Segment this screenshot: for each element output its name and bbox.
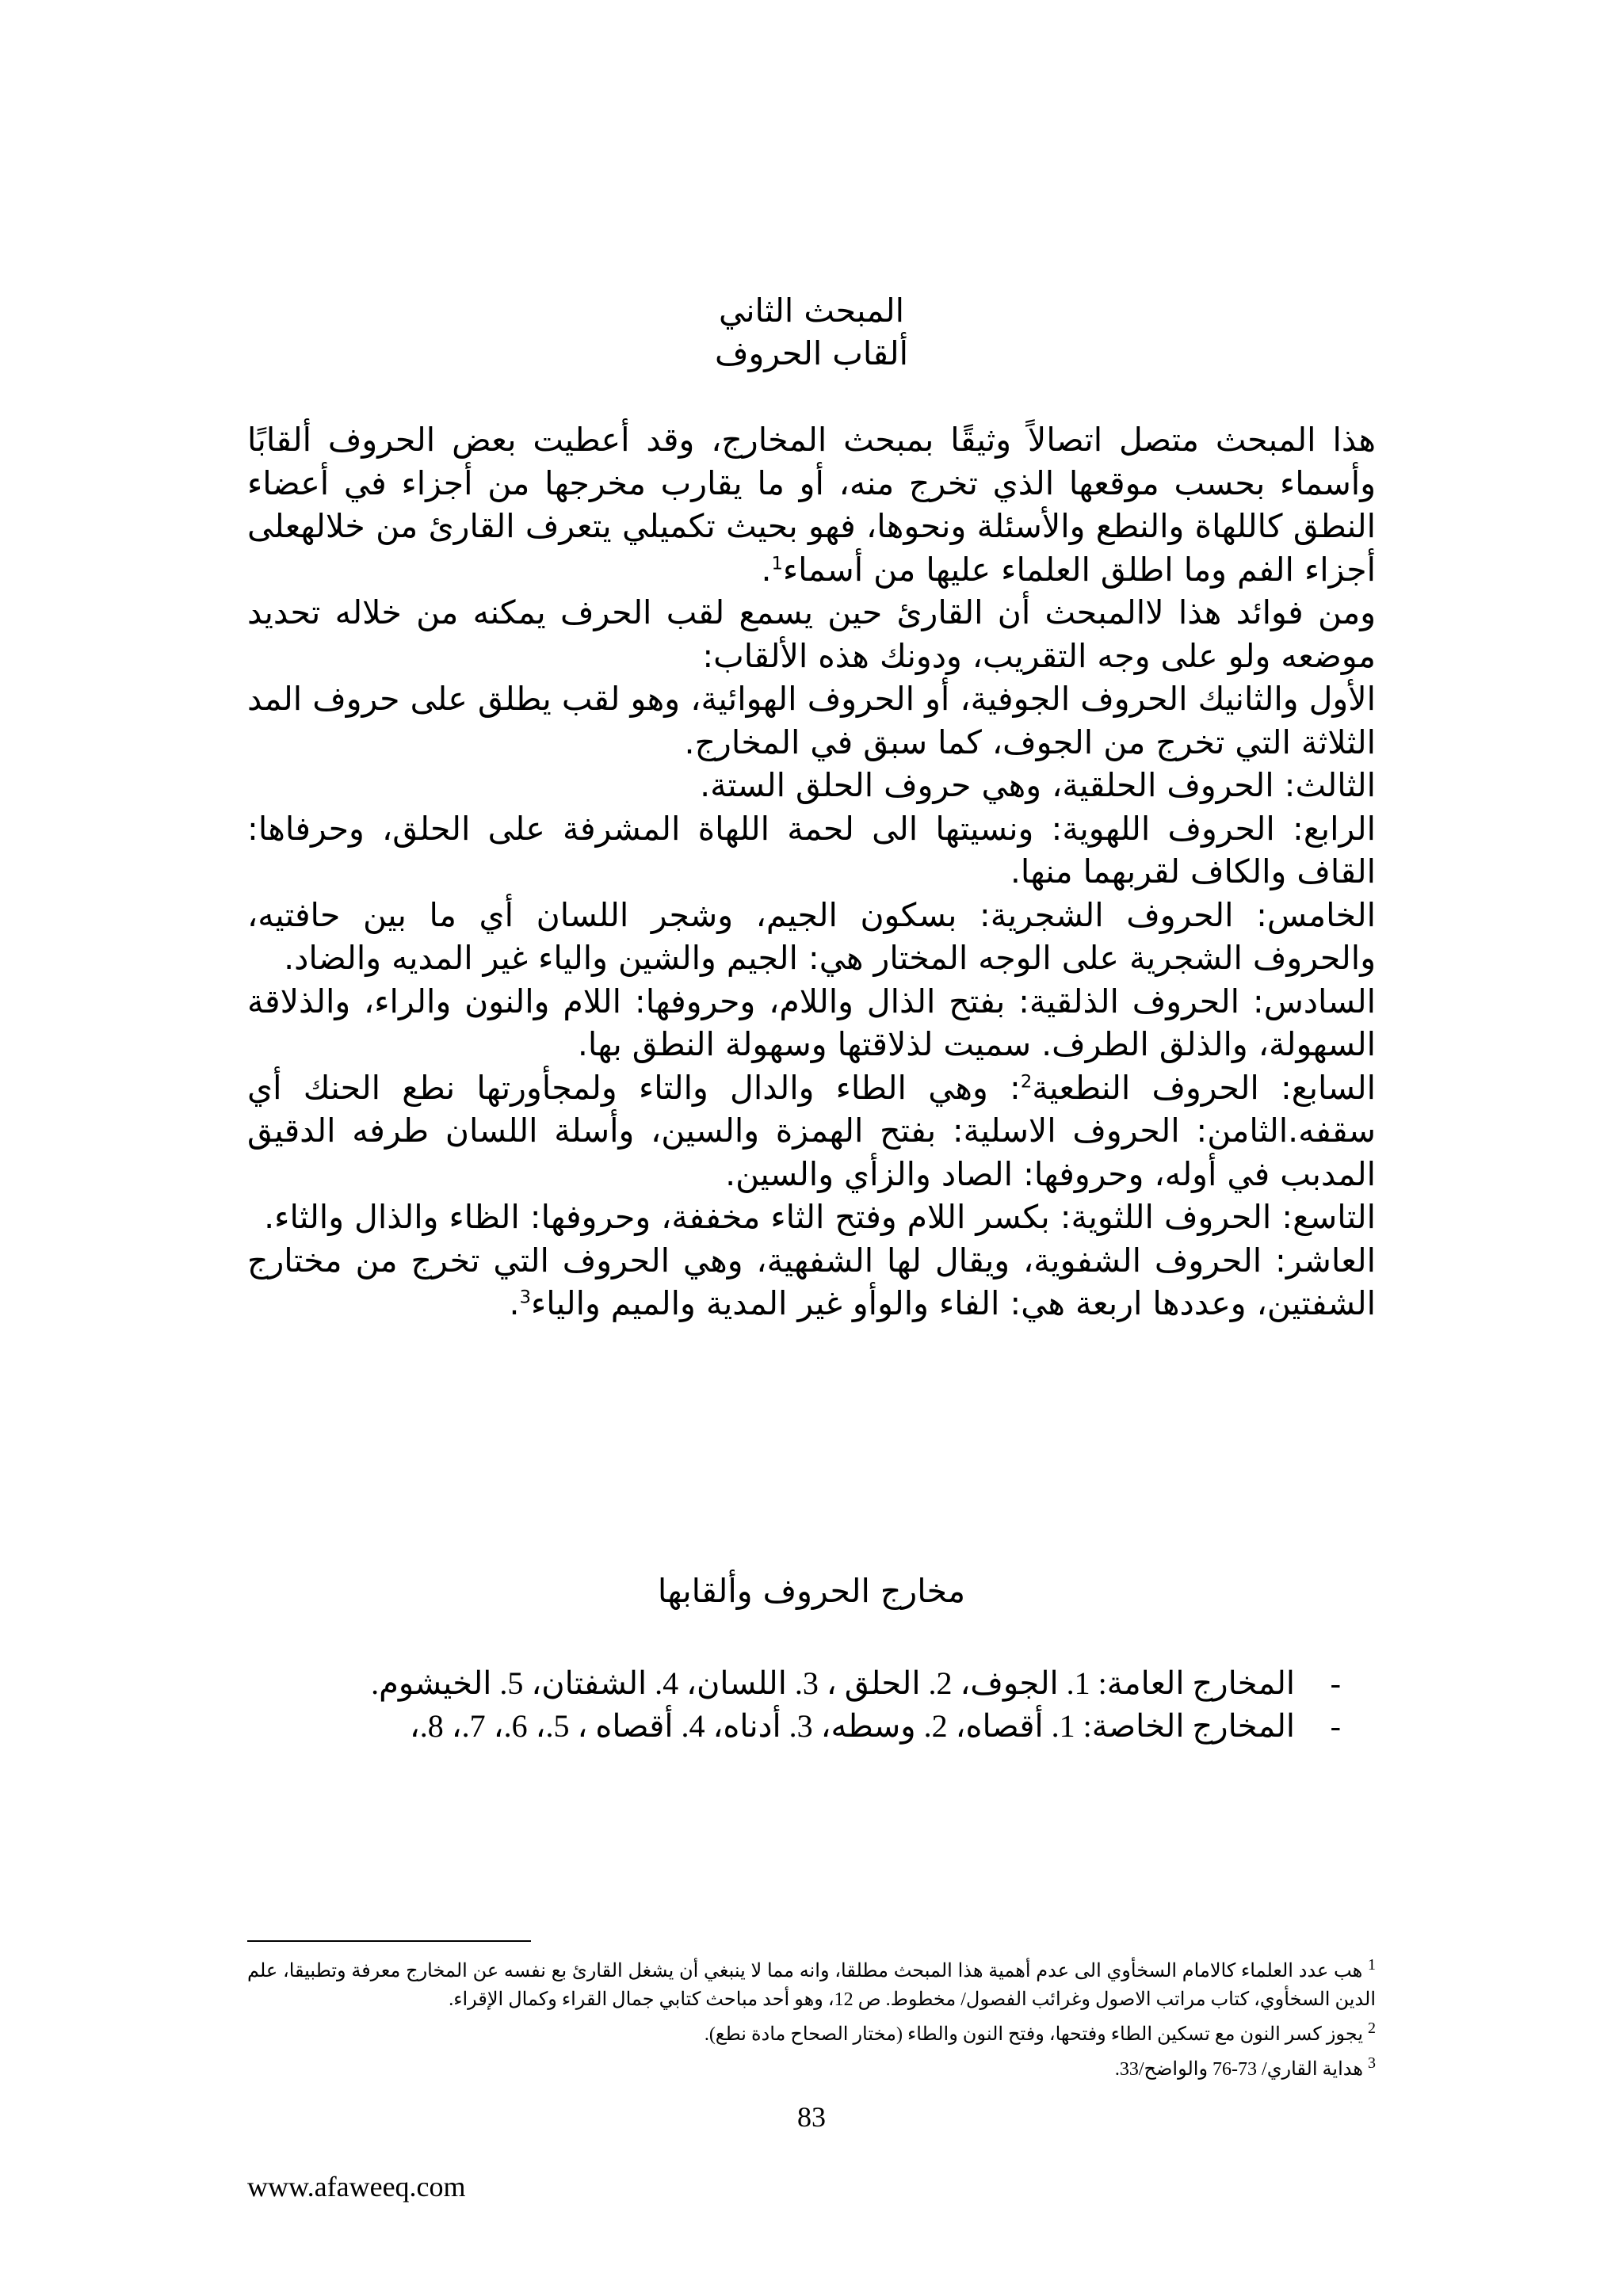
list-item: - المخارج العامة: 1. الجوف، 2. الحلق ، 3. اللسان، 4. الشفتان، 5. الخيشوم.	[311, 1662, 1341, 1705]
bullet-marker: -	[1330, 1665, 1341, 1701]
footnote-separator	[247, 1940, 531, 1942]
paragraph: الثالث: الحروف الحلقية، وهي حروف الحلق الستة.	[700, 766, 1376, 804]
paragraph: التاسع: الحروف اللثوية: بكسر اللام وفتح الثاء مخففة، وحروفها: الظاء والذال والثاء.	[264, 1198, 1376, 1236]
paragraph: الأول والثانيك الحروف الجوفية، أو الحروف الهوائية، وهو لقب يطلق على حروف المد الثلاثة التي تخرج من الجوف، كما سبق في المخارج.	[247, 680, 1376, 761]
paragraph: ومن فوائد هذا لاالمبحث أن القارئ حين يسمع لقب الحرف يمكنه من خلاله تحديد موضعه ولو على وجه التقريب، ودونك هذه الألقاب:	[247, 593, 1376, 675]
section-title: المبحث الثاني	[718, 292, 905, 330]
body-text	[247, 418, 1376, 1325]
footnotes	[247, 1951, 1376, 2084]
paragraph: السابع: الحروف النطعية$^2$: وهي الطاء والدال والتاء ولمجأورتها نطع الحنك أي سقفه.الثامن: الحروف الاسلية: بفتح الهمزة والسين، وأسلة اللسان طرفه الدقيق المدبب في أوله، وحروفها: الصاد والزأي والسين.	[247, 1068, 1376, 1193]
footnote: $^1$ هب عدد العلماء كالامام السخأوي الى عدم أهمية هذا المبحث مطلقا، وانه مما لا ينبغي أن يشغل القارئ بع نفسه عن المخارج معرفة وتطبيقا، علم الدين السخأوي، كتاب مراتب الاصول وغرائب الفصول/ مخطوط. ص 12، وهو أحد مباحث كتابي جمال القراء وكمال الإقراء.	[247, 1956, 1376, 2010]
bullet-list	[311, 1662, 1341, 1748]
bullet-marker: -	[1330, 1708, 1341, 1744]
paragraph: الخامس: الحروف الشجرية: بسكون الجيم، وشجر اللسان أي ما بين حافتيه، والحروف الشجرية على الوجه المختار هي: الجيم والشين والياء غير المديه والضاد.	[247, 895, 1376, 977]
paragraph: السادس: الحروف الذلقية: بفتح الذال واللام، وحروفها: اللام والنون والراء، والذلاقة السهولة، والذلق الطرف. سميت لذلاقتها وسهولة النطق بها.	[247, 982, 1376, 1063]
website-link[interactable]: www.afaweeq.com	[247, 2171, 466, 2203]
footnote: $^3$ هداية القاري/ 73-76 والواضح/33.	[1114, 2054, 1376, 2080]
paragraph: هذا المبحث متصل اتصالاً وثيقًا بمبحث المخارج، وقد أعطيت بعض الحروف ألقابًا وأسماء بحسب موقعها الذي تخرج منه، أو ما يقارب مخرجها من أجزاء في أعضاء النطق كاللهاة والنطع والأسئلة ونحوها، فهو بحيث تكميلي يتعرف القارئ من خلالهعلى أجزاء الفم وما اطلق العلماء عليها من أسماء$^1$.	[247, 421, 1376, 589]
section-subtitle: ألقاب الحروف	[714, 334, 909, 372]
page-number: 83	[797, 2101, 826, 2133]
footnote-ref[interactable]: 3	[519, 1287, 531, 1308]
footnote-ref[interactable]: 1	[771, 552, 783, 574]
footnote-ref[interactable]: 2	[1020, 1070, 1033, 1092]
paragraph: الرابع: الحروف اللهوية: ونسيتها الى لحمة اللهاة المشرفة على الحلق، وحرفاها: القاف والكاف لقربهما منها.	[247, 809, 1376, 891]
subsection-title: مخارج الحروف وألقابها	[657, 1572, 966, 1610]
list-item: - المخارج الخاصة: 1. أقصاه، 2. وسطه، 3. أدناه، 4. أقصاه ، 5.، 6.، 7.، 8.،	[311, 1705, 1341, 1748]
footnote: $^2$ يجوز كسر النون مع تسكين الطاء وفتحها، وفتح النون والطاء (مختار الصحاح مادة نطع).	[704, 2019, 1376, 2045]
paragraph: العاشر: الحروف الشفوية، ويقال لها الشفهية، وهي الحروف التي تخرج من مختارج الشفتين، وعددها اربعة هي: الفاء والوأو غير المدية والميم والياء$^3$.	[247, 1241, 1376, 1322]
